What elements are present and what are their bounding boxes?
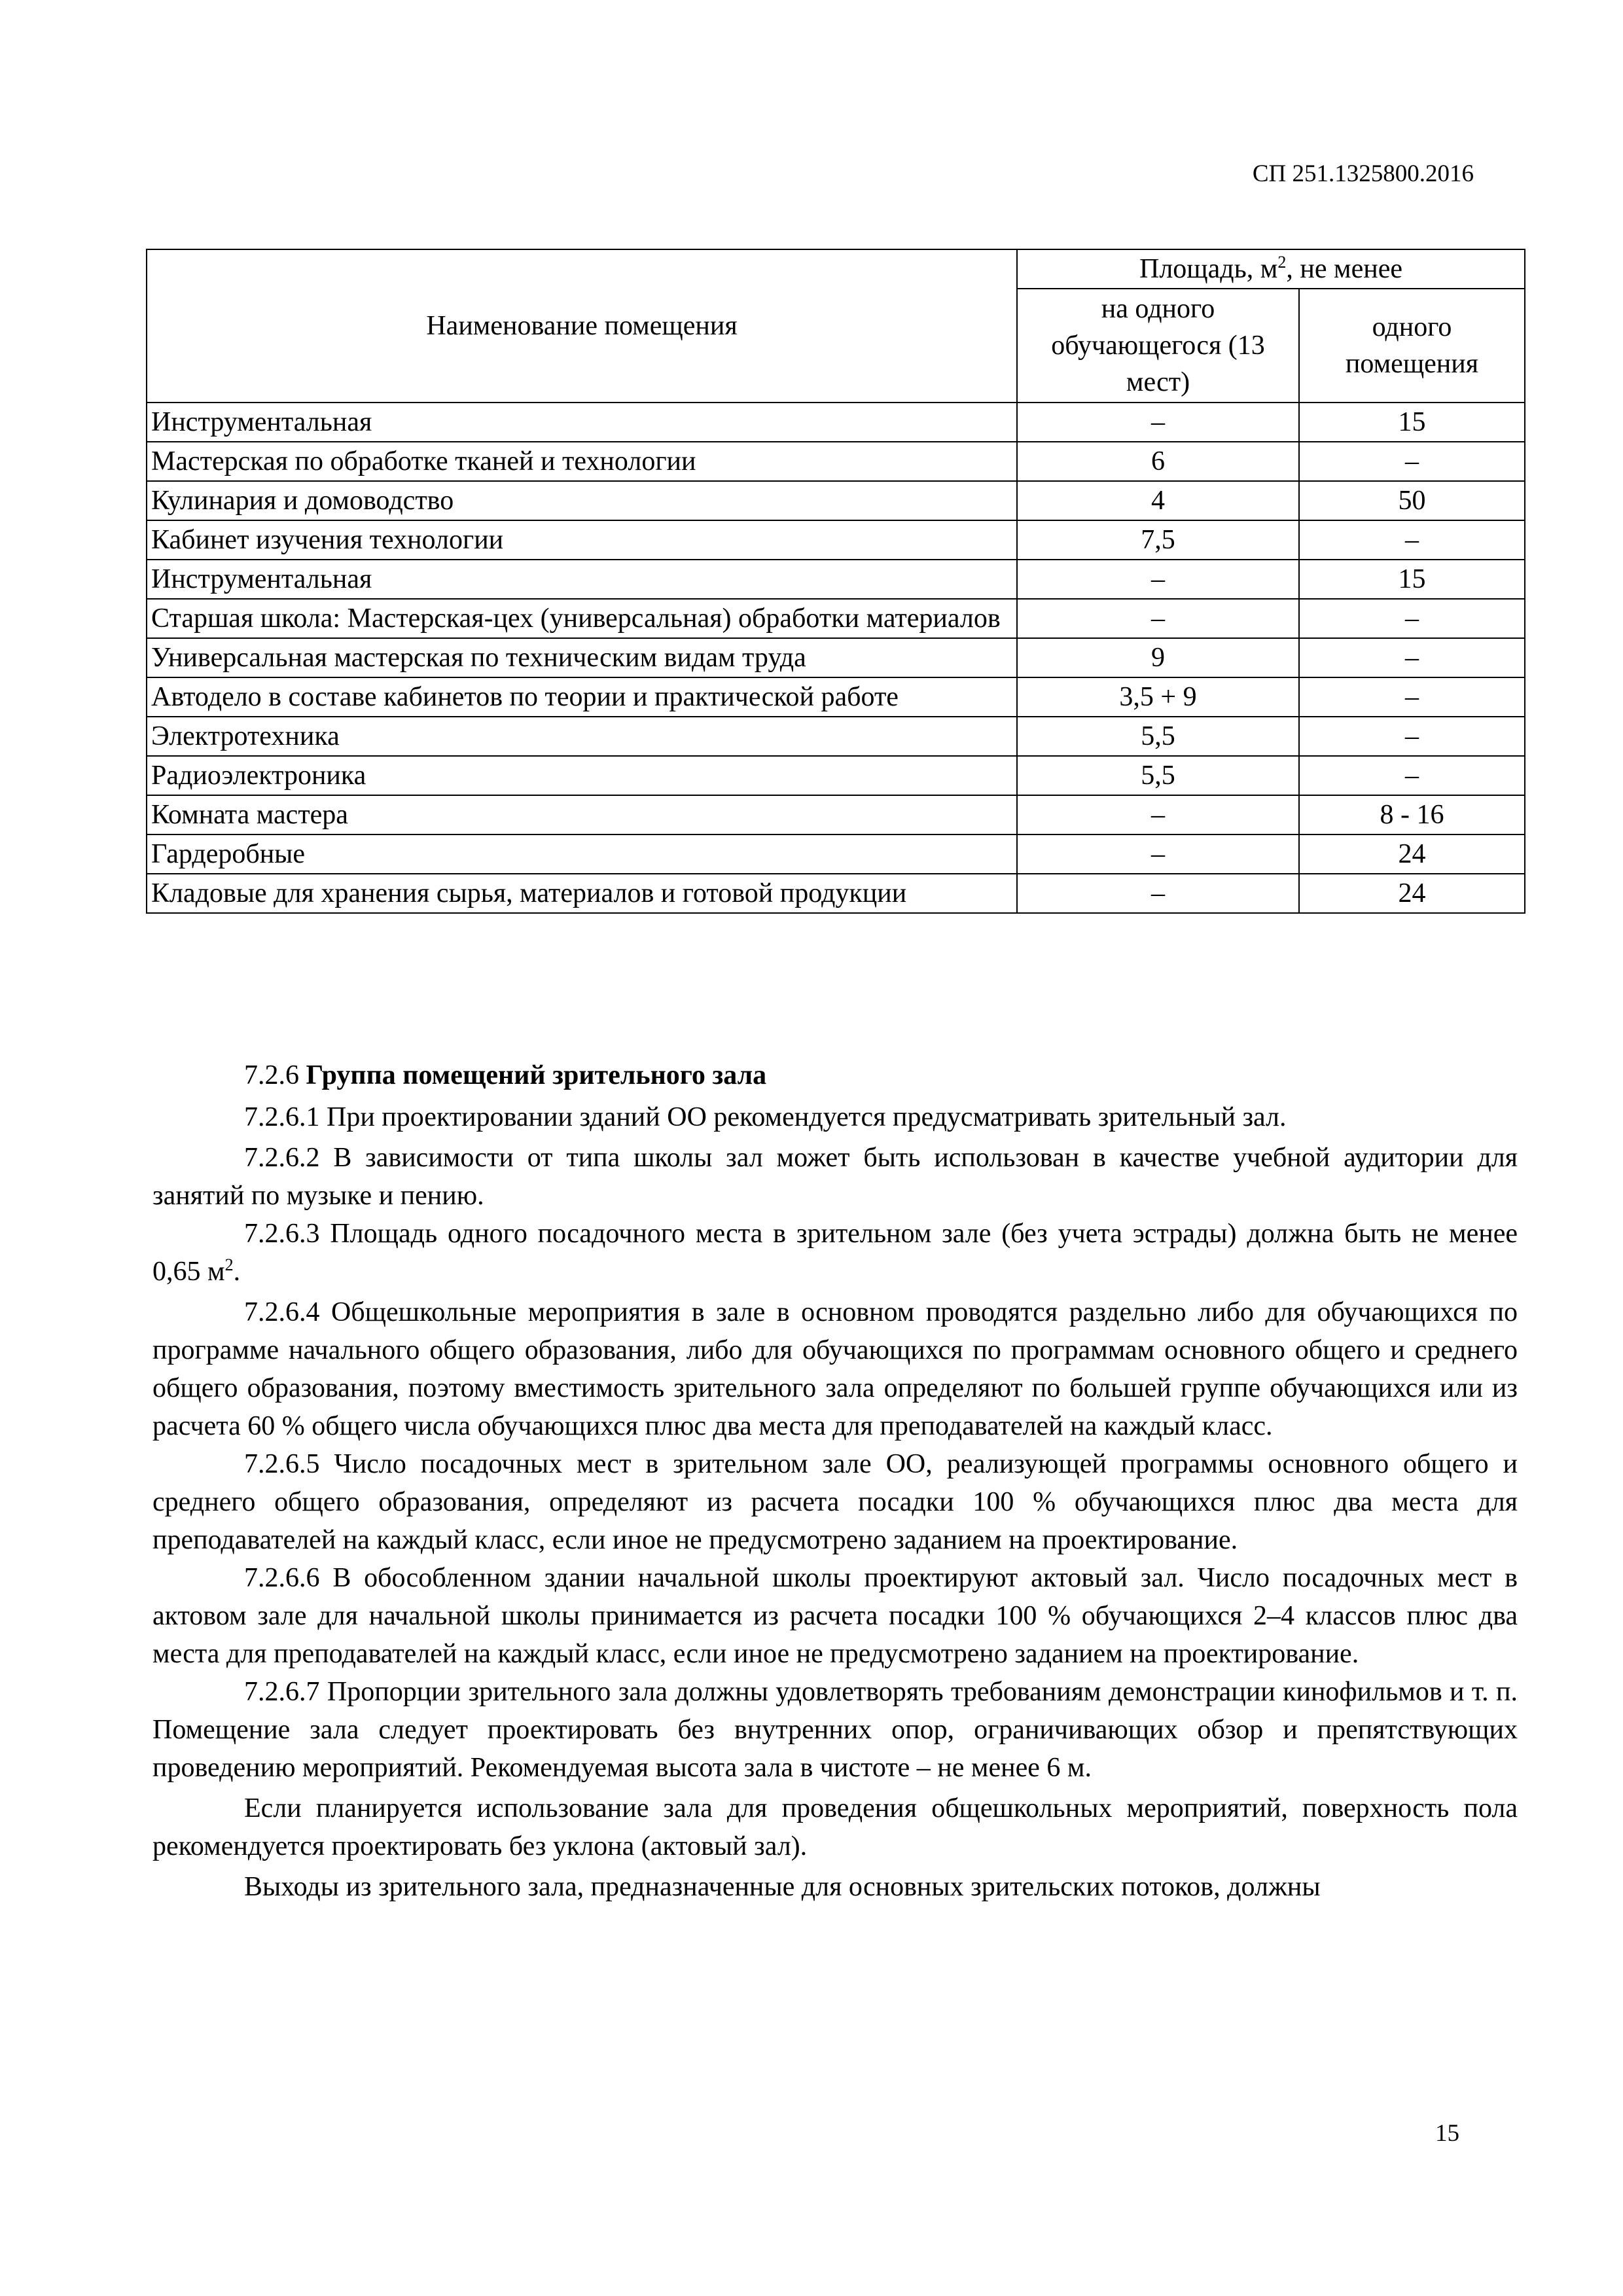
section-7-2-6 (152, 1056, 1518, 1906)
room-name-cell: Электротехника (147, 717, 1017, 756)
area-per-room-cell: – (1299, 520, 1525, 560)
room-name-cell: Радиоэлектроника (147, 756, 1017, 795)
paragraph-7-2-6-7: 7.2.6.7 Пропорции зрительного зала должны удовлетворять требованиям демонстрации кинофильмов и т. п. Помещение зала следует проектировать без внутренних опор, ограничивающих обзор и препятствующих проведению мероприятий. Рекомендуемая высота зала в чистоте – не менее 6 м. (152, 1677, 1518, 1783)
area-per-room-cell: – (1299, 442, 1525, 481)
room-name-cell: Инструментальная (147, 560, 1017, 599)
table-row (147, 403, 1525, 442)
table-row (147, 638, 1525, 677)
table-row (147, 481, 1525, 520)
column-header-area (1017, 249, 1525, 289)
area-per-room-cell: 8 - 16 (1299, 795, 1525, 834)
room-name-cell: Гардеробные (147, 834, 1017, 874)
paragraph-7-2-6-3-text: 7.2.6.3 Площадь одного посадочного места в зрительном зале (без учета эстрады) должна быть не менее 0,65 м (152, 1219, 1518, 1287)
area-per-room-cell: – (1299, 599, 1525, 638)
table-header-row (147, 249, 1525, 289)
area-per-student-cell: 4 (1017, 481, 1299, 520)
section-heading (152, 1056, 1518, 1094)
square-superscript: 2 (224, 1255, 234, 1274)
table-row (147, 442, 1525, 481)
room-name-cell: Кладовые для хранения сырья, материалов и готовой продукции (147, 874, 1017, 913)
area-per-student-cell: – (1017, 599, 1299, 638)
room-name-cell: Кабинет изучения технологии (147, 520, 1017, 560)
paragraph-assembly-hall-floor: Если планируется использование зала для проведения общешкольных мероприятий, поверхность пола рекомендуется проектировать без уклона (актовый зал). (152, 1793, 1518, 1861)
area-per-room-cell: – (1299, 717, 1525, 756)
paragraph-7-2-6-1: 7.2.6.1 При проектировании зданий ОО рекомендуется предусматривать зрительный зал. (244, 1102, 1287, 1132)
area-per-student-cell: – (1017, 403, 1299, 442)
area-per-room-cell: 24 (1299, 874, 1525, 913)
table-row (147, 677, 1525, 717)
paragraph-7-2-6-2: 7.2.6.2 В зависимости от типа школы зал может быть использован в качестве учебной аудитории для занятий по музыке и пению. (152, 1143, 1518, 1211)
area-per-student-cell: 3,5 + 9 (1017, 677, 1299, 717)
table-row (147, 834, 1525, 874)
table-row (147, 560, 1525, 599)
table-row (147, 599, 1525, 638)
paragraph-7-2-6-3-end: . (233, 1257, 241, 1287)
room-name-cell: Универсальная мастерская по техническим видам труда (147, 638, 1017, 677)
table-row (147, 756, 1525, 795)
page-number: 15 (1435, 2120, 1459, 2147)
area-per-room-cell: 15 (1299, 560, 1525, 599)
area-per-room-cell: 50 (1299, 481, 1525, 520)
paragraph-exits: Выходы из зрительного зала, предназначенные для основных зрительских потоков, должны (244, 1872, 1321, 1902)
section-number: 7.2.6 (244, 1060, 299, 1090)
area-per-student-cell: 9 (1017, 638, 1299, 677)
table-row (147, 795, 1525, 834)
room-name-cell: Комната мастера (147, 795, 1017, 834)
area-per-student-cell: – (1017, 795, 1299, 834)
area-header-suffix: , не менее (1286, 254, 1402, 284)
area-per-student-cell: 6 (1017, 442, 1299, 481)
section-title: Группа помещений зрительного зала (306, 1060, 767, 1090)
area-header-superscript: 2 (1277, 253, 1287, 272)
room-name-cell: Старшая школа: Мастерская-цех (универсальная) обработки материалов (147, 599, 1017, 638)
area-per-student-cell: 5,5 (1017, 756, 1299, 795)
table-row (147, 520, 1525, 560)
column-header-per-room: одного помещения (1299, 289, 1525, 403)
area-per-room-cell: 15 (1299, 403, 1525, 442)
room-name-cell: Инструментальная (147, 403, 1017, 442)
area-header-prefix: Площадь, м (1139, 254, 1278, 284)
document-code: СП 251.1325800.2016 (1252, 160, 1474, 187)
paragraph-7-2-6-5: 7.2.6.5 Число посадочных мест в зрительном зале ОО, реализующей программы основного общего и среднего общего образования, определяют из расчета посадки 100 % обучающихся плюс два места для преподавателей на каждый класс, если иное не предусмотрено заданием на проектирование. (152, 1449, 1518, 1555)
room-name-cell: Мастерская по обработке тканей и технологии (147, 442, 1017, 481)
paragraph-7-2-6-6: 7.2.6.6 В обособленном здании начальной школы проектируют актовый зал. Число посадочных мест в актовом зале для начальной школы принимается из расчета посадки 100 % обучающихся 2–4 классов плюс два места для преподавателей на каждый класс, если иное не предусмотрено заданием на проектирование. (152, 1563, 1518, 1669)
column-header-per-student: на одного обучающегося (13 мест) (1017, 289, 1299, 403)
table-row (147, 717, 1525, 756)
room-name-cell: Автодело в составе кабинетов по теории и практической работе (147, 677, 1017, 717)
paragraph-7-2-6-3 (152, 1215, 1518, 1291)
area-per-room-cell: – (1299, 638, 1525, 677)
column-header-room-name: Наименование помещения (147, 249, 1017, 403)
area-per-student-cell: 7,5 (1017, 520, 1299, 560)
area-per-room-cell: 24 (1299, 834, 1525, 874)
area-per-room-cell: – (1299, 677, 1525, 717)
area-per-student-cell: – (1017, 834, 1299, 874)
area-per-student-cell: – (1017, 560, 1299, 599)
area-per-student-cell: 5,5 (1017, 717, 1299, 756)
area-per-room-cell: – (1299, 756, 1525, 795)
table-row (147, 874, 1525, 913)
area-per-student-cell: – (1017, 874, 1299, 913)
paragraph-7-2-6-4: 7.2.6.4 Общешкольные мероприятия в зале в основном проводятся раздельно либо для обучающихся по программе начального общего образования, либо для обучающихся по программам основного общего и среднего общего образования, поэтому вместимость зрительного зала определяют по большей группе обучающихся или из расчета 60 % общего числа обучающихся плюс два места для преподавателей на каждый класс. (152, 1297, 1518, 1441)
room-name-cell: Кулинария и домоводство (147, 481, 1017, 520)
room-area-table (146, 249, 1525, 914)
